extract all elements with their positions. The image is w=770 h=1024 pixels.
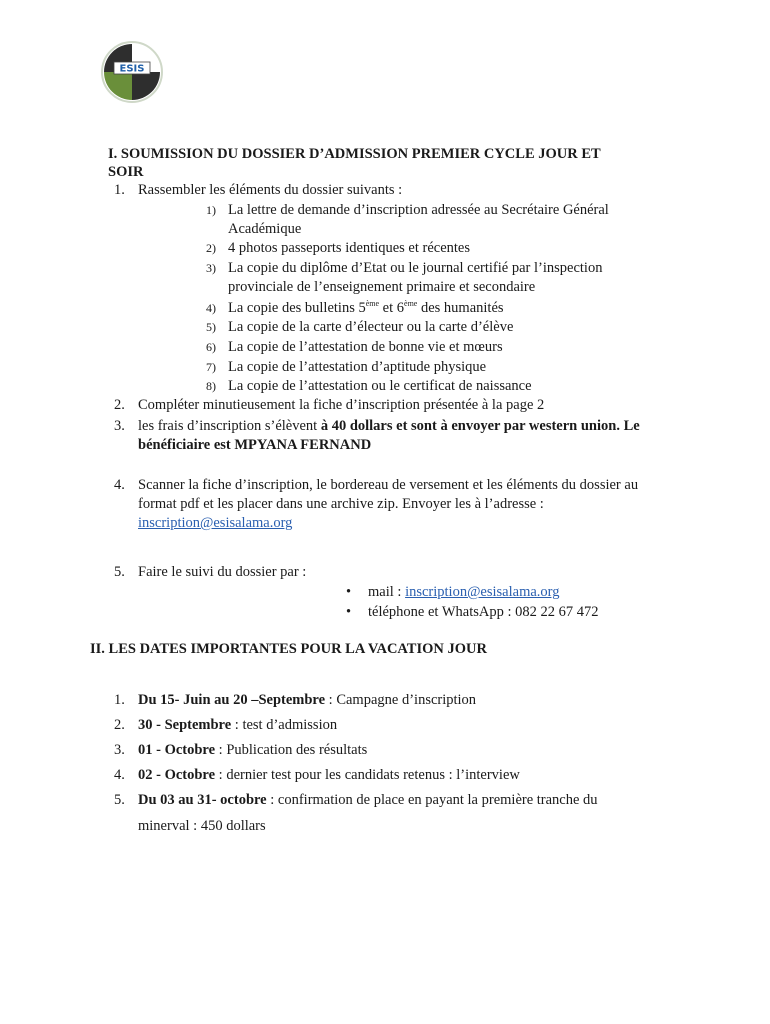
sub-item: 6) La copie de l’attestation de bonne vie et mœurs [206,339,503,355]
date-item: 4. 02 - Octobre : dernier test pour les candidats retenus : l’interview [114,767,520,783]
school-logo [100,40,164,104]
section-1-title-cont: SOIR [108,164,144,180]
bullet-item: • mail : inscription@esisalama.org [346,584,560,600]
sub-item: 7) La copie de l’attestation d’aptitude physique [206,359,487,375]
bullet-item: • téléphone et WhatsApp : 082 22 67 472 [346,604,599,620]
date-item-cont: minerval : 450 dollars [138,818,266,834]
logo-text: ESIS [119,63,145,75]
list-item: 4. Scanner la fiche d’inscription, le bordereau de versement et les éléments du dossier au [114,477,639,493]
sub-item-cont: provinciale de l’enseignement primaire et secondaire [228,279,536,295]
list-item: 1. Rassembler les éléments du dossier suivants : [114,182,403,198]
mail-link[interactable]: inscription@esisalama.org [405,584,560,600]
sub-item-cont: Académique [228,221,302,237]
sub-item: 4) La copie des bulletins 5ème et 6ème des humanités [206,299,504,316]
date-item: 1. Du 15- Juin au 20 –Septembre : Campagne d’inscription [114,692,477,708]
list-item: 3. les frais d’inscription s’élèvent à 40 dollars et sont à envoyer par western union. Le [114,418,640,434]
sub-item: 1) La lettre de demande d’inscription adressée au Secrétaire Général [206,202,609,218]
section-1-title: I. SOUMISSION DU DOSSIER D’ADMISSION PREMIER CYCLE JOUR ET [108,146,601,162]
list-item-cont: format pdf et les placer dans une archive zip. Envoyer les à l’adresse : [138,496,544,512]
list-item: 2. Compléter minutieusement la fiche d’inscription présentée à la page 2 [114,397,545,413]
date-item: 3. 01 - Octobre : Publication des résultats [114,742,368,758]
list-item-cont: bénéficiaire est MPYANA FERNAND [138,437,372,453]
sub-item: 5) La copie de la carte d’électeur ou la carte d’élève [206,319,514,335]
sub-item: 3) La copie du diplôme d’Etat ou le journal certifié par l’inspection [206,260,603,276]
date-item: 5. Du 03 au 31- octobre : confirmation de place en payant la première tranche du [114,792,598,808]
section-2-title: II. LES DATES IMPORTANTES POUR LA VACATION JOUR [90,641,487,657]
list-item: 5. Faire le suivi du dossier par : [114,564,307,580]
sub-item: 8) La copie de l’attestation ou le certificat de naissance [206,378,532,394]
email-link[interactable]: inscription@esisalama.org [138,515,293,531]
sub-item: 2) 4 photos passeports identiques et récentes [206,240,471,256]
date-item: 2. 30 - Septembre : test d’admission [114,717,338,733]
